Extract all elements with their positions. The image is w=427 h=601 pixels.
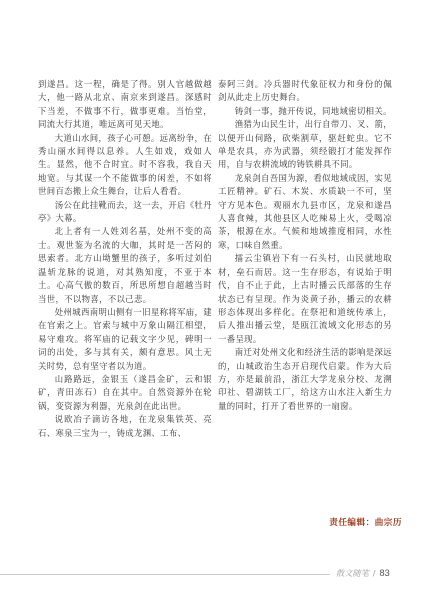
paragraph: 铸剑一事，抛开传说，同地域密切相关。 xyxy=(234,105,392,116)
paragraph: 龙泉剑自吾国为源，看似地域成因，实见工匠精神。矿石、木炭、水质缺一不可，坚守方见本色。观丽水九县市区，龙泉和遂昌人喜食辣，其他县区人吃辣易上火，受喝凉茶，根源在水。气候和地域推度相同，水性寒，口味自然重。 xyxy=(218,172,392,250)
paragraph: 南迁对处州文化和经济生活的影响是深远的，山城政治生态开启现代启蒙。作为大后方，亦是最前沿，浙江大学龙泉分校、龙溯印社、碧湖铁工厂，给这方山水注入新生力量的同时，打开了看世界的一扇窗。 xyxy=(218,347,392,411)
paragraph: 到遂昌。这一程，确是了得。别人官越做越大，他一路从北京、南京来到遂昌。深感时下当差，不做事不行，做事更难。当怡堂，同流大行其道，唯远离可见天地。 xyxy=(38,79,212,130)
paragraph: 擂云尘镇岩下有一石头村，山民就地取材，垒石而居。这一生存形态，有说始于明代，自不止于此，上古时播云氏部落的生存状态已有呈现。作为炎黄子孙，播云的农耕形态体现出多样化。在祭祀和道统传承上，后人推出播云堂，是瓯江流域文化形态的另一番呈现。 xyxy=(218,253,392,344)
page-number: 83 xyxy=(379,568,390,578)
editor-credit: 责任编辑：曲宗历 xyxy=(329,518,402,528)
paragraph: 大道山水间，孩子心可憩。远离纷争，在秀山丽水间得以息养。人生如戏，戏如人生。显然，他不合时宜。时不容我，我自天地宽。与其谋一个不能做事的闲差，不如将世间百态搬上众生舞台，让后人看看。 xyxy=(38,132,212,197)
paragraph: 说欧冶子滴访各地，在龙泉集铁英、亮石、寒泉三宝为一，铸成龙渊、工布、 xyxy=(38,414,212,438)
footer-divider xyxy=(0,574,352,575)
footer-separator: / xyxy=(372,568,376,578)
paragraph: 汤公在此挂靴而去，这一去，开启《牡丹亭》大幕。 xyxy=(38,199,212,224)
paragraph: 山路路远，金银玉（遂昌金矿，云和银矿，青田冻石）自在其中。自然资源外在轮锅，变资源为利器，光泉剑在此出世。 xyxy=(38,373,212,411)
paragraph: 泰阿三剑。冷兵器时代象征权力和身份的佩剑从此走上历史舞台。 xyxy=(218,79,392,103)
page-footer xyxy=(330,568,390,579)
footer-section-title: 散文随笔 xyxy=(336,568,369,578)
paragraph: 渔猎为山民生计，出行自带刀、叉、箭，以便开山伺路，砍柴割草，驱赶蛇虫。它不单是农具，亦为武器，须经锻打才能发挥作用，自与农耕流域的铸铁耕具不同。 xyxy=(218,119,392,170)
paragraph: 北上者有一人姓刘名基，处州不变的高士。观世鉴为名流的大咖，其时是一苦闷的思索者。北方山坳蟹里的孩子，多听过刘伯温斩龙脉的说道，对其熟知度，不亚于本土。心高气傲的数百，所思所想自超越当时当世，不以物喜，不以己悲。 xyxy=(38,226,212,304)
right-text-column xyxy=(218,78,392,413)
paragraph: 处州城西南明山侧有一旧星称将军庙，建在官索之上。官索与城中万象山隔江相望，易守难攻。将军庙的记载文字少见，碑明一词的出处，多与其有关，颇有意思。风土无关时势，总有坚守者以为道。 xyxy=(38,306,212,371)
left-text-column xyxy=(38,78,212,440)
